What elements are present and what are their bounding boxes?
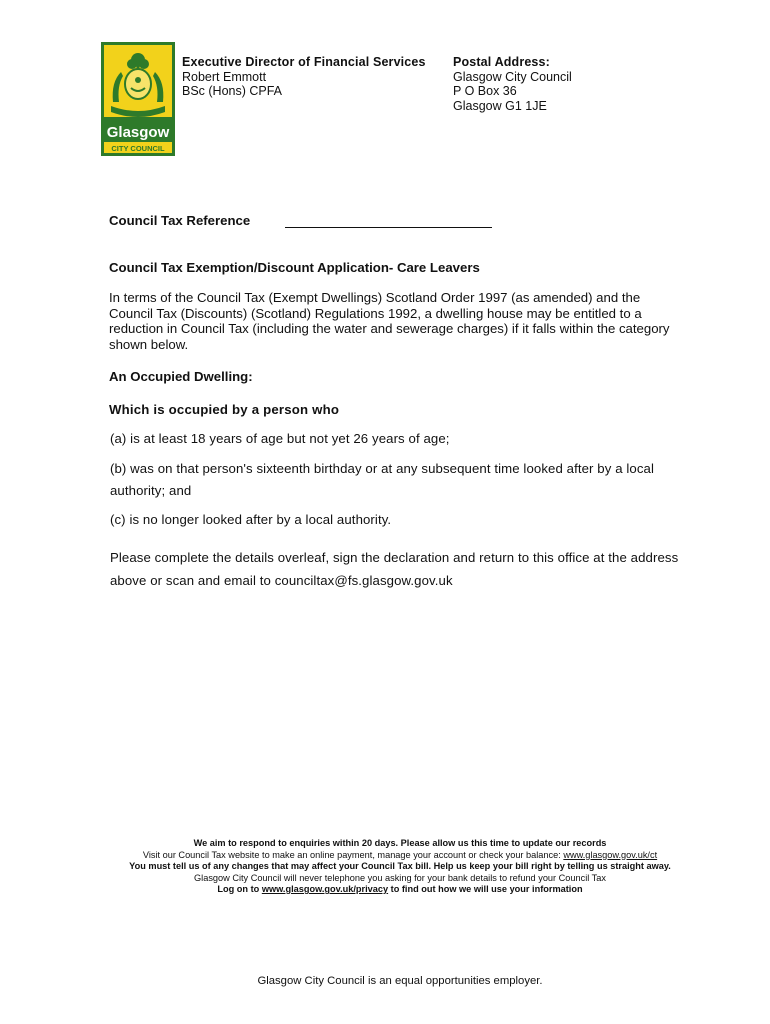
postal-address-block bbox=[453, 55, 653, 113]
postal-address-line: Glasgow G1 1JE bbox=[453, 98, 547, 113]
criterion-item: (a) is at least 18 years of age but not yet 26 years of age; bbox=[110, 431, 450, 446]
footer-privacy-pre: Log on to bbox=[217, 884, 262, 894]
council-tax-reference-label: Council Tax Reference bbox=[109, 213, 251, 228]
footer-website-line bbox=[100, 850, 700, 862]
form-title: Council Tax Exemption/Discount Application- Care Leavers bbox=[109, 260, 480, 275]
sender-name: Robert Emmott bbox=[182, 69, 267, 84]
criterion-item: (b) was on that person's sixteenth birthday or at any subsequent time looked after by a local authority; and bbox=[110, 461, 655, 498]
privacy-link[interactable]: www.glasgow.gov.uk/privacy bbox=[261, 884, 389, 894]
logo-subtext: CITY COUNCIL bbox=[111, 144, 165, 153]
equal-opportunities-statement: Glasgow City Council is an equal opportunities employer. bbox=[257, 975, 543, 987]
sender-title: Executive Director of Financial Services bbox=[182, 55, 426, 69]
footer-website-text: Visit our Council Tax website to make an online payment, manage your account or check your balance: bbox=[142, 849, 564, 860]
footer-security-notice: Glasgow City Council will never telephone you asking for your bank details to refund your Council Tax bbox=[194, 872, 606, 883]
occupant-heading: Which is occupied by a person who bbox=[109, 402, 340, 417]
postal-address-title: Postal Address: bbox=[453, 55, 550, 69]
footer-privacy-line bbox=[100, 884, 700, 896]
footer-privacy-post: to find out how we will use your information bbox=[388, 884, 583, 894]
footer-notice bbox=[100, 838, 700, 896]
logo-wordmark: Glasgow bbox=[106, 124, 170, 141]
footer-changes-notice: You must tell us of any changes that may affect your Council Tax bill. Help us keep your bill right by telling us straight away. bbox=[129, 861, 671, 871]
sender-block bbox=[182, 55, 444, 99]
council-tax-website-link[interactable]: www.glasgow.gov.uk/ct bbox=[563, 849, 658, 860]
sender-qualifications: BSc (Hons) CPFA bbox=[182, 84, 283, 98]
postal-address-line: P O Box 36 bbox=[453, 84, 517, 98]
intro-paragraph: In terms of the Council Tax (Exempt Dwellings) Scotland Order 1997 (as amended) and the Council Tax (Discounts) (Scotland) Regulations 1992, a dwelling house may be entitled to a reduction in Council Tax (including the water and sewerage charges) if it falls within the category shown below. bbox=[109, 290, 670, 352]
occupied-dwelling-heading: An Occupied Dwelling: bbox=[109, 369, 253, 384]
council-tax-reference-field[interactable] bbox=[285, 227, 492, 228]
postal-address-line: Glasgow City Council bbox=[453, 69, 572, 84]
criterion-item: (c) is no longer looked after by a local authority. bbox=[110, 512, 392, 527]
closing-instructions: Please complete the details overleaf, sign the declaration and return to this office at the address above or scan and email to counciltax@fs.glasgow.gov.uk bbox=[110, 550, 679, 588]
glasgow-city-council-logo bbox=[101, 42, 175, 156]
footer-response-time: We aim to respond to enquiries within 20 days. Please allow us this time to update our records bbox=[193, 838, 607, 848]
